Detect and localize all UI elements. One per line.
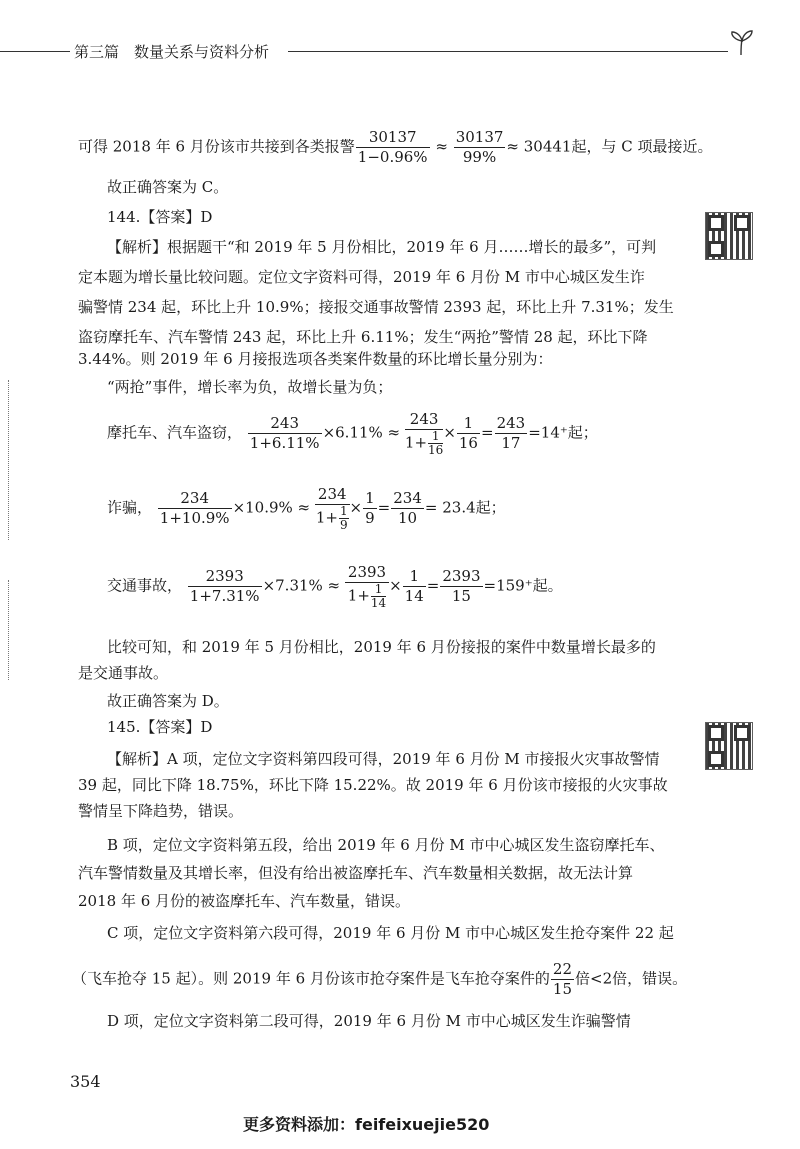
- text-segment: 可得 2018 年 6 月份该市共接到各类报警: [78, 137, 355, 156]
- math-text: ×6.11% ≈: [322, 423, 401, 442]
- approx-sign: ≈: [435, 137, 448, 156]
- denominator: 14: [404, 587, 424, 605]
- fraction: [391, 489, 424, 528]
- text-line: “两抢”事件，增长率为负，故增长量为负；: [107, 378, 393, 396]
- denominator: 16: [428, 443, 444, 457]
- numerator: 1: [365, 489, 375, 507]
- nested-fraction: [371, 583, 386, 610]
- fraction: [356, 128, 430, 167]
- answer-heading: 144.【答案】D: [107, 208, 213, 226]
- text-line: [72, 960, 687, 999]
- margin-dots: [8, 580, 10, 680]
- math-line: [107, 485, 506, 532]
- denominator: [405, 430, 443, 457]
- numerator: 1: [339, 504, 348, 518]
- math-line: [107, 563, 563, 610]
- denominator: 14: [370, 596, 387, 610]
- numerator: 2393: [188, 567, 262, 587]
- text-line: 故正确答案为 D。: [107, 692, 229, 710]
- denominator: 15: [552, 980, 573, 998]
- numerator: 1: [428, 430, 443, 444]
- numerator: 234: [158, 489, 232, 509]
- qr-code: [705, 212, 753, 260]
- running-header: [0, 40, 745, 64]
- numerator: 1: [403, 567, 426, 587]
- text-line: 定本题为增长量比较问题。定位文字资料可得，2019 年 6 月份 M 市中心城区发生诈: [78, 268, 645, 286]
- numerator: 30137: [455, 128, 504, 146]
- denominator: 10: [398, 509, 418, 527]
- text-line: D 项，定位文字资料第二段可得，2019 年 6 月份 M 市中心城区发生诈骗警情: [107, 1012, 631, 1030]
- denominator: 1+6.11%: [249, 434, 320, 452]
- math-text: ×10.9% ≈: [232, 498, 311, 517]
- text-line: 2018 年 6 月份的被盗摩托车、汽车数量，错误。: [78, 892, 411, 910]
- denominator-text: 1+: [315, 508, 338, 527]
- math-result: =159⁺起。: [483, 576, 563, 595]
- numerator: 1: [371, 583, 386, 597]
- denominator: 99%: [462, 148, 497, 166]
- denominator: 16: [458, 434, 478, 452]
- numerator: 234: [315, 485, 350, 505]
- fraction: [440, 567, 482, 606]
- numerator: 2393: [345, 563, 389, 583]
- fraction: [363, 489, 377, 528]
- text-line: 比较可知，和 2019 年 5 月份相比，2019 年 6 月份接报的案件中数量增长最多的: [107, 638, 656, 656]
- fraction: [158, 489, 232, 528]
- denominator: [315, 505, 350, 532]
- denominator: [345, 583, 389, 610]
- fraction: [315, 485, 350, 532]
- math-result: = 23.4起；: [424, 498, 506, 517]
- fraction: [405, 410, 443, 457]
- footer-note: 更多资料添加：feifeixuejie520: [243, 1115, 490, 1134]
- numerator: 2393: [442, 567, 481, 585]
- numerator: 22: [552, 960, 573, 978]
- text-segment: 倍<2倍，错误。: [575, 969, 688, 988]
- text-line: 【解析】A 项，定位文字资料第四段可得，2019 年 6 月份 M 市接报火灾事故警情: [107, 750, 660, 768]
- denominator: 1+7.31%: [189, 587, 260, 605]
- text-line: 警情呈下降趋势，错误。: [78, 802, 244, 820]
- nested-fraction: [428, 430, 443, 457]
- equals-sign: =: [426, 576, 440, 595]
- equals-sign: =: [480, 423, 494, 442]
- numerator: 30137: [356, 128, 430, 148]
- page-number: 354: [70, 1072, 101, 1091]
- text-line: 39 起，同比下降 18.75%，环比下降 15.22%。故 2019 年 6 月份该市接报的火灾事故: [78, 776, 668, 794]
- fraction: [551, 960, 574, 999]
- denominator: 1−0.96%: [357, 148, 428, 166]
- denominator: 17: [501, 434, 521, 452]
- text-segment: （飞车抢夺 15 起）。则 2019 年 6 月份该市抢夺案件是飞车抢夺案件的: [72, 969, 550, 988]
- times-sign: ×: [389, 576, 402, 595]
- fraction: [495, 414, 528, 453]
- text-line: C 项，定位文字资料第六段可得，2019 年 6 月份 M 市中心城区发生抢夺案件 22 起: [107, 924, 674, 942]
- math-label: 诈骗，: [107, 498, 153, 517]
- text-line: 故正确答案为 C。: [107, 178, 229, 196]
- text-line: 是交通事故。: [78, 664, 169, 682]
- fraction: [403, 567, 426, 606]
- text-line: [78, 128, 713, 167]
- math-text: ×7.31% ≈: [262, 576, 341, 595]
- text-line: 3.44%。则 2019 年 6 月接报选项各类案件数量的环比增长量分别为：: [78, 350, 553, 368]
- math-line: [107, 410, 598, 457]
- qr-code: [705, 722, 753, 770]
- math-label: 摩托车、汽车盗窃，: [107, 423, 243, 442]
- denominator-text: 1+: [404, 433, 428, 452]
- text-line: 【解析】根据题干“和 2019 年 5 月份相比，2019 年 6 月……增长的最多”，可判: [107, 238, 657, 256]
- numerator: 1: [457, 414, 480, 434]
- header-title: 第三篇 数量关系与资料分析: [74, 43, 270, 61]
- text-line: 骗警情 234 起，环比上升 10.9%；接报交通事故警情 2393 起，环比上升 7.31%；发生: [78, 298, 674, 316]
- math-result: =14⁺起；: [528, 423, 598, 442]
- denominator-text: 1+: [347, 586, 370, 605]
- text-line: B 项，定位文字资料第五段，给出 2019 年 6 月份 M 市中心城区发生盗窃摩托车、: [107, 836, 665, 854]
- header-rule-left: [0, 51, 70, 52]
- fraction: [345, 563, 389, 610]
- denominator: 9: [365, 509, 375, 527]
- numerator: 234: [393, 489, 422, 507]
- numerator: 243: [496, 414, 526, 432]
- numerator: 243: [405, 410, 443, 430]
- fraction: [248, 414, 322, 453]
- numerator: 243: [248, 414, 322, 434]
- denominator: 9: [339, 518, 348, 532]
- denominator: 15: [451, 587, 471, 605]
- fraction: [454, 128, 506, 167]
- nested-fraction: [339, 505, 349, 532]
- fraction: [188, 567, 262, 606]
- text-line: 盗窃摩托车、汽车警情 243 起，环比上升 6.11%；发生“两抢”警情 28 起，环比下降: [78, 328, 648, 346]
- sprout-icon: [726, 30, 756, 56]
- answer-heading: 145.【答案】D: [107, 718, 213, 736]
- fraction: [457, 414, 480, 453]
- math-label: 交通事故，: [107, 576, 183, 595]
- text-segment: ≈ 30441起，与 C 项最接近。: [506, 137, 713, 156]
- text-line: 汽车警情数量及其增长率，但没有给出被盗摩托车、汽车数量相关数据，故无法计算: [78, 864, 634, 882]
- margin-dots: [8, 380, 10, 540]
- denominator: 1+10.9%: [159, 509, 230, 527]
- header-rule-right: [288, 51, 728, 52]
- equals-sign: =: [377, 498, 391, 517]
- times-sign: ×: [443, 423, 456, 442]
- times-sign: ×: [349, 498, 363, 517]
